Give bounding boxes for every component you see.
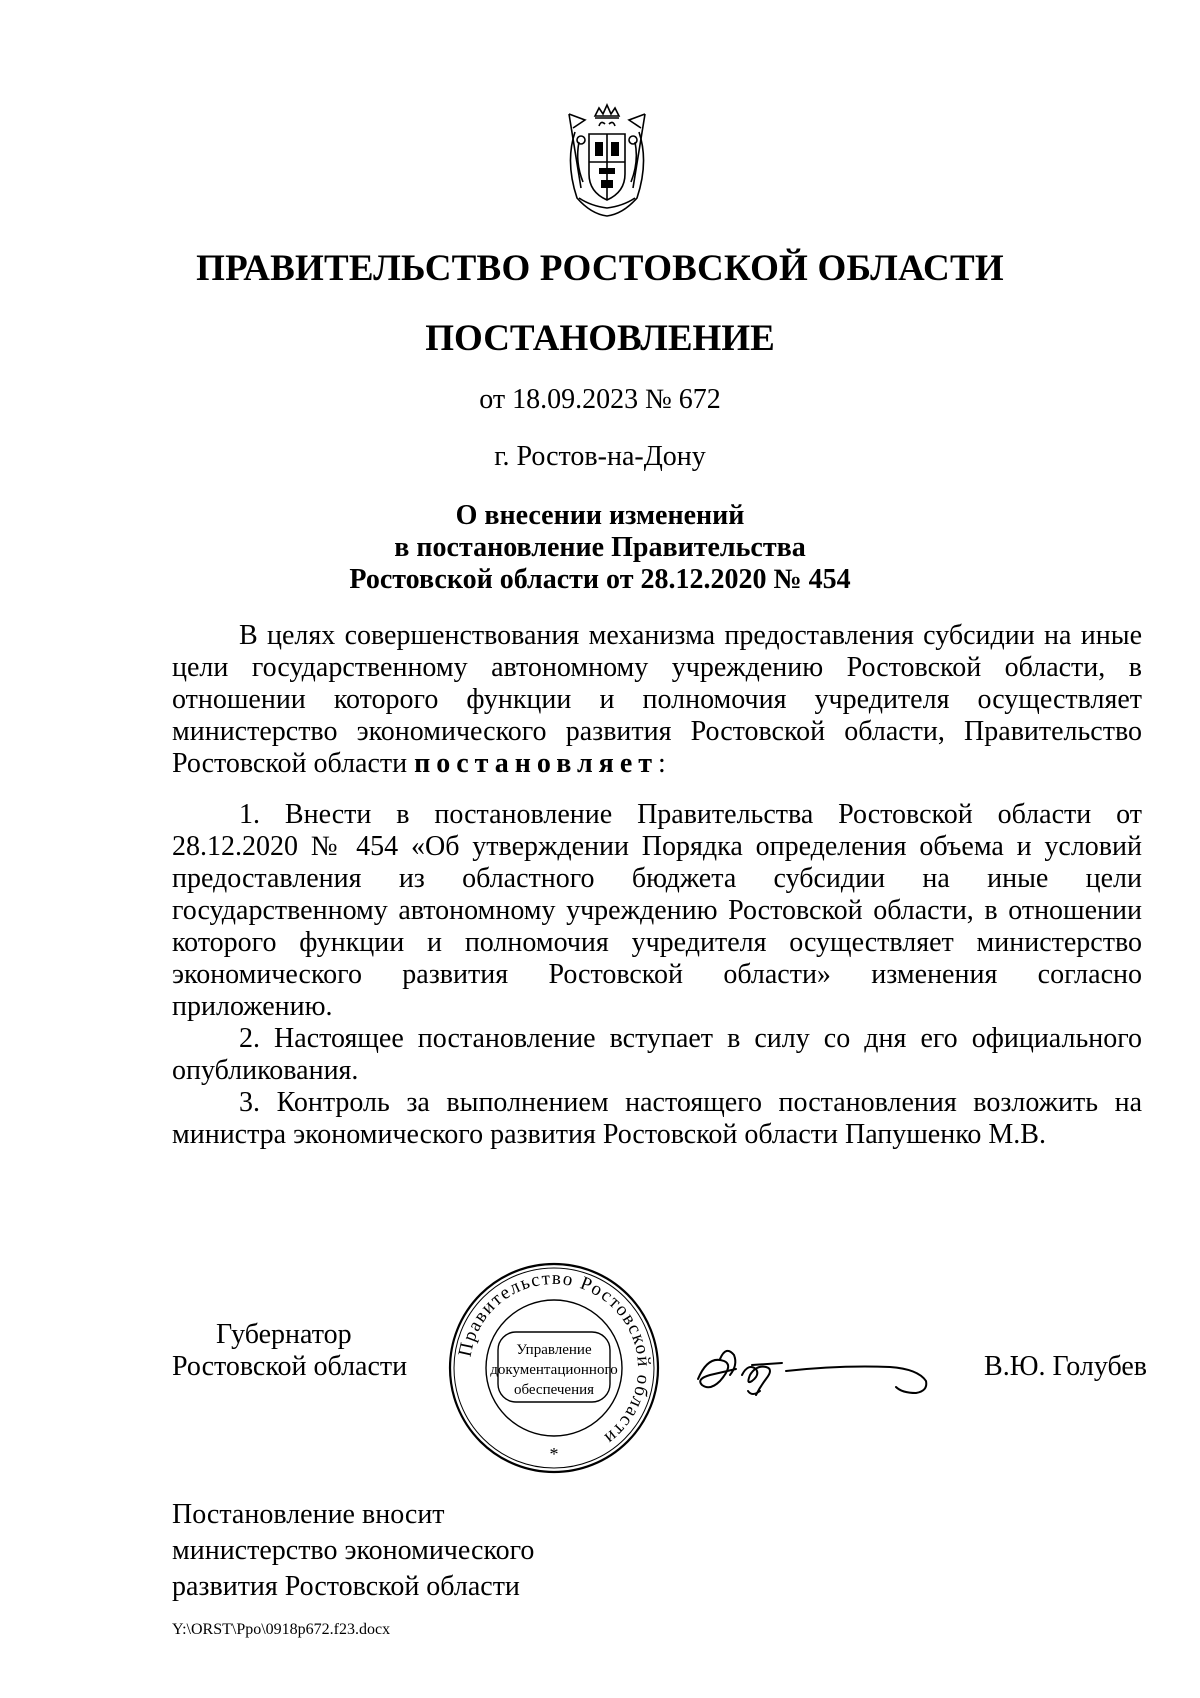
seal-inner-line: Управление bbox=[516, 1342, 592, 1358]
resolution-items bbox=[172, 799, 1142, 1151]
subject-line: Ростовской области от 28.12.2020 № 454 bbox=[349, 564, 851, 595]
seal-mark: * bbox=[549, 1444, 559, 1464]
file-path: Y:\ORST\Ppo\0918p672.f23.docx bbox=[172, 1621, 391, 1638]
resolution-item: 1. Внести в постановление Правительства Ростовской области от 28.12.2020 № 454 «Об утверждении Порядка определения объема и условий предоставления из областного бюджета субсидии на иные цели государственному автономному учреждению Ростовской области, в отношении которого функции и полномочия учредителя осуществляет министерство экономического развития Ростовской области» изменения согласно приложению. bbox=[172, 799, 1142, 1022]
resolution-item: 2. Настоящее постановление вступает в силу со дня его официального опубликования. bbox=[172, 1023, 1142, 1086]
document-city: г. Ростов-на-Дону bbox=[494, 441, 706, 472]
subject-line: О внесении изменений bbox=[455, 500, 745, 531]
document-date-number: от 18.09.2023 № 672 bbox=[479, 384, 721, 415]
subject-line: в постановление Правительства bbox=[394, 532, 806, 563]
preamble-paragraph bbox=[172, 620, 1142, 780]
submitted-by-line: Постановление вносит bbox=[172, 1499, 445, 1530]
svg-text:Правительство Ростовской облас bbox=[455, 1268, 654, 1449]
document-type: ПОСТАНОВЛЕНИЕ bbox=[425, 318, 775, 359]
coat-of-arms-icon bbox=[555, 102, 659, 220]
resolution-item: 3. Контроль за выполнением настоящего постановления возложить на министра экономического развития Ростовской области Папушенко М.В. bbox=[172, 1087, 1142, 1150]
submitted-by-line: министерство экономического bbox=[172, 1535, 535, 1566]
signer-name: В.Ю. Голубев bbox=[984, 1351, 1147, 1382]
submitted-by-line: развития Ростовской области bbox=[172, 1571, 520, 1602]
handwritten-signature bbox=[690, 1335, 935, 1403]
seal-inner-line: обеспечения bbox=[513, 1382, 595, 1398]
decree-word: постановляет bbox=[414, 748, 659, 779]
organization-title: ПРАВИТЕЛЬСТВО РОСТОВСКОЙ ОБЛАСТИ bbox=[196, 248, 1004, 289]
signer-position-line: Ростовской области bbox=[172, 1351, 408, 1382]
official-seal bbox=[444, 1258, 664, 1478]
preamble bbox=[172, 620, 1142, 780]
seal-inner-line: документационного bbox=[490, 1362, 618, 1378]
submitted-by bbox=[172, 1497, 672, 1605]
seal-outer-text: Правительство Ростовской области bbox=[454, 1267, 655, 1450]
preamble-ending: : bbox=[658, 748, 666, 779]
preamble-text: В целях совершенствования механизма предоставления субсидии на иные цели государственному автономному учреждению Ростовской области, в отношении которого функции и полномочия учредителя осуществляет министерство экономического развития Ростовской области, Правительство Ростовской области bbox=[172, 620, 1142, 779]
signer-position-line: Губернатор bbox=[216, 1319, 352, 1350]
signer-position bbox=[172, 1319, 432, 1383]
document-subject bbox=[0, 500, 1200, 596]
